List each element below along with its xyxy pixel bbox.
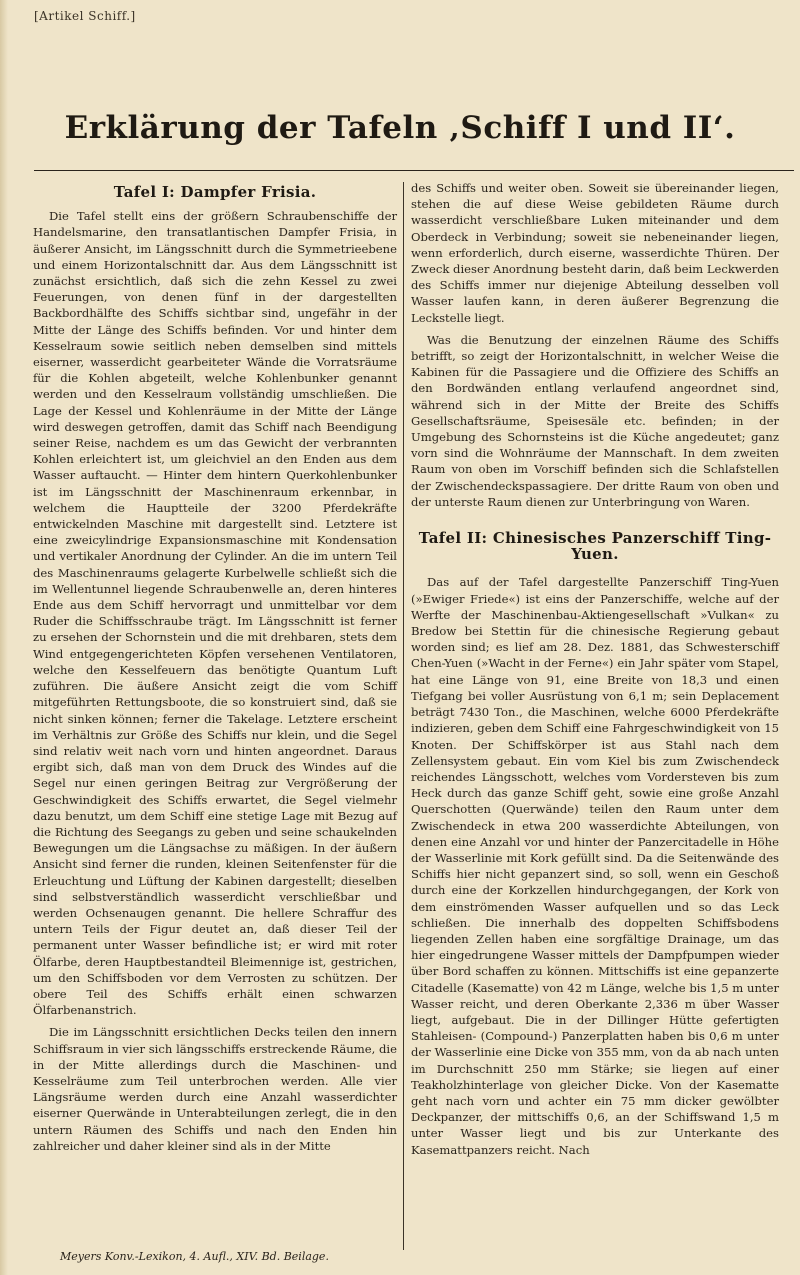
page-edge-shading	[0, 0, 8, 1275]
footer-citation: Meyers Konv.-Lexikon, 4. Aufl., XIV. Bd. Beilage.	[60, 1250, 329, 1263]
page-title: Erklärung der Tafeln ‚Schiff I und II‘.	[64, 110, 736, 146]
paragraph: Was die Benutzung der einzelnen Räume des Schiffs betrifft, so zeigt der Horizontalschnitt, in welcher Weise die Kabinen für die Passagiere und die Offiziere des Schiffs an den Bordwänden entlang verlaufend angeordnet sind, während sich in der Mitte der Breite des Schiffs Gesellschaftsräume, Speisesäle etc. befinden; in der Umgebung des Schornsteins ist die Küche angedeutet; ganz vorn sind die Wohnräume der Mannschaft. In dem zweiten Raum von oben im Vorschiff befinden sich die Schlafstellen der Zwischendeckspassagiere. Der dritte Raum von oben und der unterste Raum dienen zur Unterbringung von Waren.	[411, 332, 779, 509]
right-column	[411, 180, 779, 1164]
paragraph: des Schiffs und weiter oben. Soweit sie übereinander liegen, stehen die auf diese Weise gebildeten Räume durch wasserdicht verschließbare Luken miteinander und dem Oberdeck in Verbindung; soweit sie nebeneinander liegen, wenn erforderlich, durch eiserne, wasserdichte Thüren. Der Zweck dieser Anordnung besteht darin, daß beim Leckwerden des Schiffs immer nur diejenige Abteilung desselben voll Wasser laufen kann, in deren äußerer Begrenzung die Leckstelle liegt.	[411, 181, 779, 325]
article-header-label: [Artikel Schiff.]	[34, 9, 136, 23]
title-divider	[34, 170, 794, 171]
paragraph: Die Tafel stellt eins der größern Schraubenschiffe der Handelsmarine, den transatlantischen Dampfer Frisia, in äußerer Ansicht, im Längsschnitt durch die Symmetrieebene und einem Horizontalschnitt dar. Aus dem Längsschnitt ist zunächst ersichtlich, daß sich die zehn Kessel zu zwei Feuerungen, von denen fünf in der dargestellten Backbordhälfte des Schiffs sichtbar sind, ungefähr in der Mitte der Länge des Schiffs befinden. Vor und hinter dem Kesselraum sowie seitlich neben demselben sind mittels eiserner, wasserdicht gearbeiteter Wände die Vorratsräume für die Kohlen abgeteilt, welche Kohlenbunker genannt werden und den Kesselraum vollständig umschließen. Die Lage der Kessel und Kohlenräume in der Mitte der Länge wird deswegen getroffen, damit das Schiff nach Beendigung seiner Reise, nachdem es um das Gewicht der verbrannten Kohlen erleichtert ist, um gleichviel an den Enden aus dem Wasser auftaucht. — Hinter dem hintern Querkohlenbunker ist im Längsschnitt der Maschinenraum erkennbar, in welchem die Hauptteile der 3200 Pferdekräfte entwickelnden Maschine mit dargestellt sind. Letztere ist eine zweicylindrige Expansionsmaschine mit Kondensation und vertikaler Anordnung der Cylinder. An die im untern Teil des Maschinenraums gelagerte Kurbelwelle schließt sich die im Wellentunnel liegende Schraubenwelle an, deren hinteres Ende aus dem Schiff hervorragt und unmittelbar vor dem Ruder die Schiffsschraube trägt. Im Längsschnitt ist ferner zu ersehen der Schornstein und die mit drehbaren, stets dem Wind entgegengerichteten Köpfen versehenen Ventilatoren, welche den Kesselfeuern das benötigte Quantum Luft zuführen. Die äußere Ansicht zeigt die vom Schiff mitgeführten Rettungsboote, die so konstruiert sind, daß sie nicht sinken können; ferner die Takelage. Letztere erscheint im Verhältnis zur Größe des Schiffs nur klein, und die Segel sind relativ weit nach vorn und hinten angeordnet. Daraus ergibt sich, daß man von dem Druck des Windes auf die Segel nur einen geringen Beitrag zur Vergrößerung der Geschwindigkeit des Schiffs erwartet, die Segel vielmehr dazu benutzt, um dem Schiff eine stetige Lage mit Bezug auf die Richtung des Seegangs zu geben und seine schaukelnden Bewegungen um die Längsachse zu mäßigen. In der äußern Ansicht sind ferner die runden, kleinen Seitenfenster für die Erleuchtung und Lüftung der Kabinen dargestellt; dieselben sind selbstverständlich wasserdicht verschließbar und werden Ochsenaugen genannt. Die hellere Schraffur des untern Teils der Figur deutet an, daß dieser Teil der permanent unter Wasser befindliche ist; er wird mit roter Ölfarbe, deren Hauptbestandteil Bleimennige ist, gestrichen, um den Schiffsboden vor dem Verrosten zu schützen. Der obere Teil des Schiffs erhält einen schwarzen Ölfarbenanstrich.	[33, 209, 397, 1018]
section-heading-tafel-2: Tafel II: Chinesisches Panzerschiff Ting-Yuen.	[418, 529, 772, 564]
paragraph: Das auf der Tafel dargestellte Panzerschiff Ting-Yuen (»Ewiger Friede«) ist eins der Panzerschiffe, welche auf der Werfte der Maschinenbau-Aktiengesellschaft »Vulkan« zu Bredow bei Stettin für die chinesische Regierung gebaut worden sind; es lief am 28. Dez. 1881, das Schwesterschiff Chen-Yuen (»Wacht in der Ferne«) ein Jahr später vom Stapel, hat eine Länge von 91, eine Breite von 18,3 und einen Tiefgang bei voller Ausrüstung von 6,1 m; sein Deplacement beträgt 7430 Ton., die Maschinen, welche 6000 Pferdekräfte indizieren, geben dem Schiff eine Fahrgeschwindigkeit von 15 Knoten. Der Schiffskörper ist aus Stahl nach dem Zellensystem gebaut. Ein vom Kiel bis zum Zwischendeck reichendes Längsschott, welches vom Vordersteven bis zum Heck durch das ganze Schiff geht, sowie eine große Anzahl Querschotten (Querwände) teilen den Raum unter dem Zwischendeck in etwa 200 wasserdichte Abteilungen, von denen eine Anzahl vor und hinter der Panzercitadelle in Höhe der Wasserlinie mit Kork gefüllt sind. Da die Seitenwände des Schiffs hier nicht gepanzert sind, so soll, wenn ein Geschoß durch eine der Korkzellen hindurchgegangen, der Kork von dem einströmenden Wasser aufquellen und so das Leck schließen. Die innerhalb des doppelten Schiffsbodens liegenden Zellen haben eine sorgfältige Drainage, um das hier eingedrungene Wasser mittels der Dampfpumpen wieder über Bord schaffen zu können. Mittschiffs ist eine gepanzerte Citadelle (Kasematte) von 42 m Länge, welche bis 1,5 m unter Wasser reicht, und deren Oberkante 2,336 m über Wasser liegt, aufgebaut. Die in der Dillinger Hütte gefertigten Stahleisen- (Compound-) Panzerplatten haben bis 0,6 m unter der Wasserlinie eine Dicke von 355 mm, von da ab nach unten im Durchschnitt 250 mm Stärke; sie liegen auf einer Teakholzhinterlage von gleicher Dicke. Von der Kasematte geht nach vorn und achter ein 75 mm dicker gewölbter Deckpanzer, der mittschiffs 0,6, an der Schiffswand 1,5 m unter Wasser liegt und bis zur Unterkante des Kasemattpanzers reicht. Nach	[411, 575, 779, 1157]
paragraph: Die im Längsschnitt ersichtlichen Decks teilen den innern Schiffsraum in vier sich längsschiffs erstreckende Räume, die in der Mitte allerdings durch die Maschinen- und Kesselräume zum Teil unterbrochen werden. Alle vier Längsräume werden durch eine Anzahl wasserdichter eiserner Querwände in Unterabteilungen zerlegt, die in den untern Räumen des Schiffs und nach den Enden hin zahlreicher und daher kleiner sind als in der Mitte	[33, 1025, 397, 1153]
section-heading-tafel-1: Tafel I: Dampfer Frisia.	[113, 183, 317, 201]
left-column	[33, 178, 397, 1160]
column-divider	[403, 182, 404, 1250]
